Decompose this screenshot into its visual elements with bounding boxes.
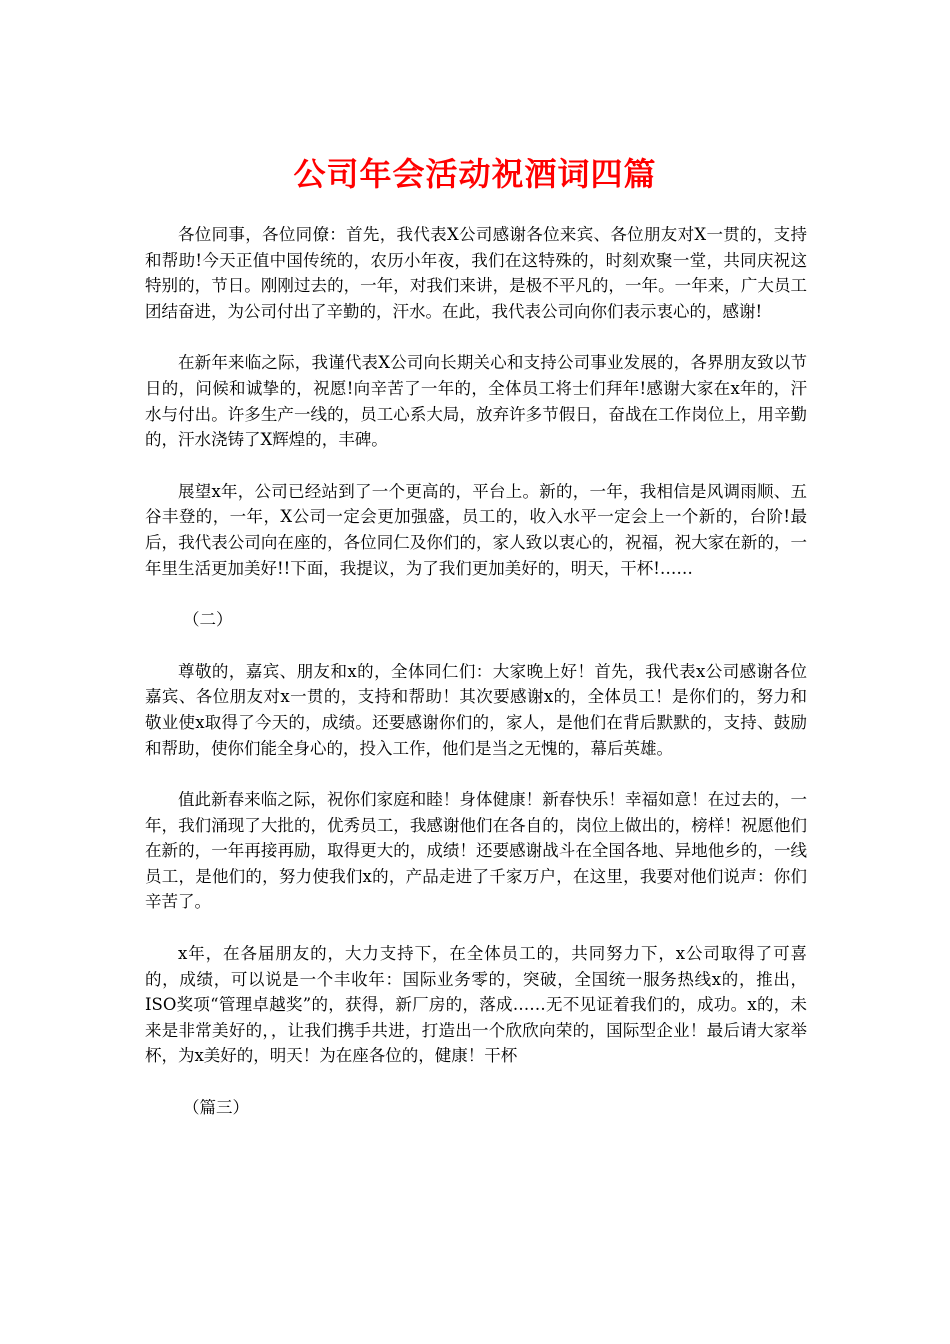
paragraph-1: 各位同事，各位同僚：首先，我代表X公司感谢各位来宾、各位朋友对X一贯的，支持和帮助!今天正值中国传统的，农历小年夜，我们在这特殊的，时刻欢聚一堂，共同庆祝这特别的，节日。刚刚过去的，一年，对我们来讲，是极不平凡的，一年。一年来，广大员工团结奋进，为公司付出了辛勤的，汗水。在此，我代表公司向你们表示衷心的，感谢! xyxy=(145,225,807,321)
document-title: 公司年会活动祝酒词四篇 xyxy=(293,155,657,193)
paragraph-4: 尊敬的，嘉宾、朋友和x的，全体同仁们：大家晚上好！首先，我代表x公司感谢各位嘉宾、各位朋友对x一贯的，支持和帮助！其次要感谢x的，全体员工！是你们的，努力和敬业使x取得了今天的，成绩。还要感谢你们的，家人，是他们在背后默默的，支持、鼓励和帮助，使你们能全身心的，投入工作，他们是当之无愧的，幕后英雄。 xyxy=(145,661,807,758)
paragraph-3: 展望x年，公司已经站到了一个更高的，平台上。新的，一年，我相信是风调雨顺、五谷丰登的，一年，X公司一定会更加强盛，员工的，收入水平一定会上一个新的，台阶!最后，我代表公司向在座的，各位同仁及你们的，家人致以衷心的，祝福，祝大家在新的，一年里生活更加美好!!下面，我提议，为了我们更加美好的，明天，干杯!…… xyxy=(145,481,807,578)
section-heading-3: （篇三） xyxy=(182,1098,249,1118)
section-heading-2: （二） xyxy=(182,610,233,630)
paragraph-5: 值此新春来临之际，祝你们家庭和睦！身体健康！新春快乐！幸福如意！在过去的，一年，我们涌现了大批的，优秀员工，我感谢他们在各自的，岗位上做出的，榜样！祝愿他们在新的，一年再接再励，取得更大的，成绩！还要感谢战斗在全国各地、异地他乡的，一线员工，是他们的，努力使我们x的，产品走进了千家万户，在这里，我要对他们说声：你们辛苦了。 xyxy=(145,790,807,912)
paragraph-2: 在新年来临之际，我谨代表X公司向长期关心和支持公司事业发展的，各界朋友致以节日的，问候和诚挚的，祝愿!向辛苦了一年的，全体员工将士们拜年!感谢大家在x年的，汗水与付出。许多生产一线的，员工心系大局，放弃许多节假日，奋战在工作岗位上，用辛勤的，汗水浇铸了X辉煌的，丰碑。 xyxy=(145,353,807,450)
document-body xyxy=(145,222,807,1147)
paragraph-6: x年，在各届朋友的，大力支持下，在全体员工的，共同努力下，x公司取得了可喜的，成绩，可以说是一个丰收年：国际业务零的，突破，全国统一服务热线x的，推出，ISO奖项“管理卓越奖”的，获得，新厂房的，落成……无不见证着我们的，成功。x的，未来是非常美好的，，让我们携手共进，打造出一个欣欣向荣的，国际型企业！最后请大家举杯，为x美好的，明天！为在座各位的，健康！干杯 xyxy=(145,944,807,1066)
